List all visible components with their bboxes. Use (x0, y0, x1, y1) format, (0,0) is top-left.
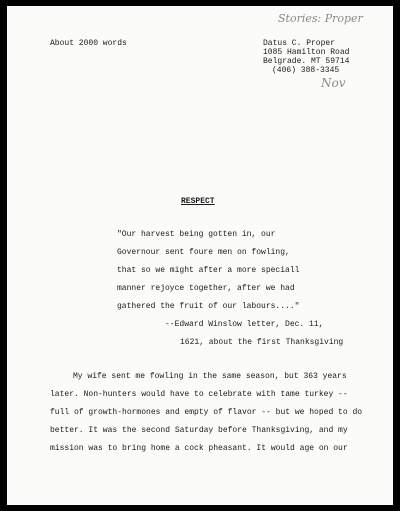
body-line: My wife sent me fowling in the same season, but 363 years (73, 372, 347, 381)
epigraph-line: that so we might after a more speciall (117, 266, 300, 275)
handwritten-note-margin: Nov (321, 76, 346, 90)
epigraph-line: "Our harvest being gotten in, our (117, 230, 276, 239)
epigraph-attribution: 1621, about the first Thanksgiving (180, 338, 344, 347)
author-address-line2: Belgrade. MT 59714 (263, 57, 350, 66)
author-address-line1: 1085 Hamilton Road (263, 48, 350, 57)
body-line: later. Non-hunters would have to celebrate with tame turkey -- (50, 390, 348, 399)
handwritten-note-top: Stories: Proper (278, 12, 363, 25)
epigraph-attribution: --Edward Winslow letter, Dec. 11, (165, 320, 324, 329)
document-page (7, 6, 393, 505)
epigraph-line: Governour sent foure men on fowling, (117, 248, 290, 257)
author-phone: (406) 388-3345 (272, 66, 340, 75)
body-line: mission was to bring home a cock pheasant. It would age on our (50, 444, 348, 453)
epigraph-line: gathered the fruit of our labours...." (117, 302, 300, 311)
story-title: RESPECT (181, 197, 215, 206)
epigraph-line: manner rejoyce together, after we had (117, 284, 295, 293)
author-name: Datus C. Proper (263, 39, 336, 48)
word-count: About 2000 words (50, 39, 127, 48)
body-line: better. It was the second Saturday before Thanksgiving, and my (50, 426, 348, 435)
body-line: full of growth-hormones and empty of flavor -- but we hoped to do (50, 408, 363, 417)
